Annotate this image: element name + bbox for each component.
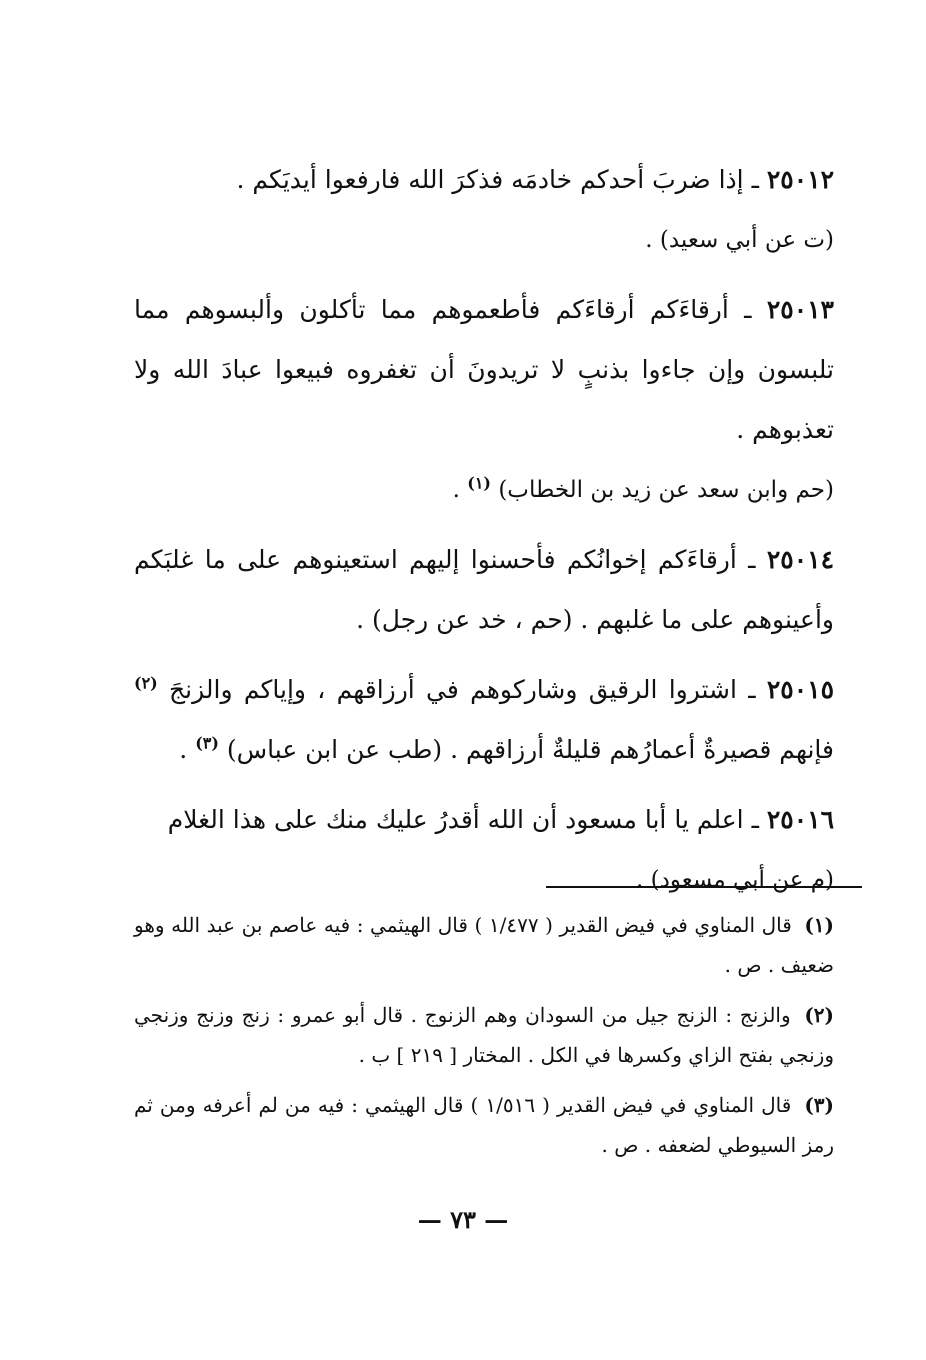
footnote-text: والزنج : الزنج جيل من السودان وهم الزنوج . قال أبو عمرو : زنج وزنج وزنجي وزنجي بفتح الزاي وكسرها في الكل . المختار [ ٢١٩ ] ب . bbox=[134, 1003, 834, 1067]
footnote-marker: (٣) bbox=[195, 733, 219, 753]
entry-number: ٢٥٠١٢ bbox=[766, 165, 834, 194]
footnote-2 bbox=[134, 995, 834, 1075]
entry-reference: (حم ، خد عن رجل) . bbox=[356, 605, 573, 634]
entry-text: أرقاءَكم إخوانُكم فأحسنوا إليهم استعينوهم على ما غلبَكم وأعينوهم على ما غلبهم . bbox=[134, 545, 834, 634]
entry-reference bbox=[134, 460, 834, 520]
entry-reference-text: (طب عن ابن عباس) bbox=[226, 735, 443, 764]
footnote-1 bbox=[134, 905, 834, 985]
footnote-marker: (١) bbox=[467, 473, 491, 493]
entry-text: أرقاءَكم أرقاءَكم فأطعموهم مما تأكلون وألبسوهم مما تلبسون وإن جاءوا بذنبٍ لا تريدونَ أن تغفروه فبيعوا عبادَ الله ولا تعذبوهم . bbox=[134, 295, 834, 444]
footnote-marker: (٢) bbox=[134, 673, 158, 693]
entry-reference-text: (حم وابن سعد عن زيد بن الخطاب) bbox=[498, 477, 834, 503]
entry-text: اعلم يا أبا مسعود أن الله أقدرُ عليك منك على هذا الغلام bbox=[167, 805, 744, 834]
footnote-number: (٣) bbox=[804, 1093, 835, 1117]
entry-number: ٢٥٠١٤ bbox=[766, 545, 835, 574]
entry-text: إذا ضربَ أحدكم خادمَه فذكرَ الله فارفعوا أيديَكم . bbox=[236, 165, 744, 194]
hadith-entry-25015 bbox=[134, 660, 834, 780]
footnote-text: قال المناوي في فيض القدير ( ١/٤٧٧ ) قال الهيثمي : فيه عاصم بن عبد الله وهو ضعيف . ص . bbox=[134, 913, 834, 977]
footnote-3 bbox=[134, 1085, 834, 1165]
entry-dash: ـ bbox=[728, 295, 752, 324]
hadith-entry-25014 bbox=[134, 530, 834, 650]
entry-dash: ـ bbox=[736, 675, 756, 704]
footnotes bbox=[134, 905, 834, 1175]
hadith-entry-25016 bbox=[134, 790, 834, 910]
entry-number: ٢٥٠١٣ bbox=[766, 295, 834, 324]
hadith-entries bbox=[134, 150, 834, 920]
footnote-number: (١) bbox=[804, 913, 835, 937]
entry-number: ٢٥٠١٦ bbox=[766, 805, 834, 834]
hadith-entry-25013 bbox=[134, 280, 834, 520]
page-number: — ٧٣ — bbox=[417, 1205, 509, 1234]
entry-number: ٢٥٠١٥ bbox=[766, 675, 834, 704]
entry-dash: ـ bbox=[743, 805, 759, 834]
footnote-separator bbox=[546, 886, 862, 888]
entry-dash: ـ bbox=[743, 165, 759, 194]
footnote-text: قال المناوي في فيض القدير ( ١/٥١٦ ) قال الهيثمي : فيه من لم أعرفه ومن ثم رمز السيوطي لضعفه . ص . bbox=[134, 1093, 834, 1157]
entry-text: اشتروا الرقيق وشاركوهم في أرزاقهم ، وإياكم والزنجَ bbox=[169, 675, 737, 704]
entry-reference: (ت عن أبي سعيد) . bbox=[645, 227, 834, 253]
hadith-entry-25012 bbox=[134, 150, 834, 270]
entry-text-continued: فإنهم قصيرةٌ أعمارُهم قليلةٌ أرزاقهم . bbox=[450, 735, 834, 764]
entry-reference-end: . bbox=[452, 477, 460, 503]
footnote-number: (٢) bbox=[804, 1003, 835, 1027]
entry-reference: (م عن أبي مسعود) . bbox=[636, 867, 834, 893]
entry-dash: ـ bbox=[736, 545, 756, 574]
entry-reference-end: . bbox=[179, 735, 188, 764]
